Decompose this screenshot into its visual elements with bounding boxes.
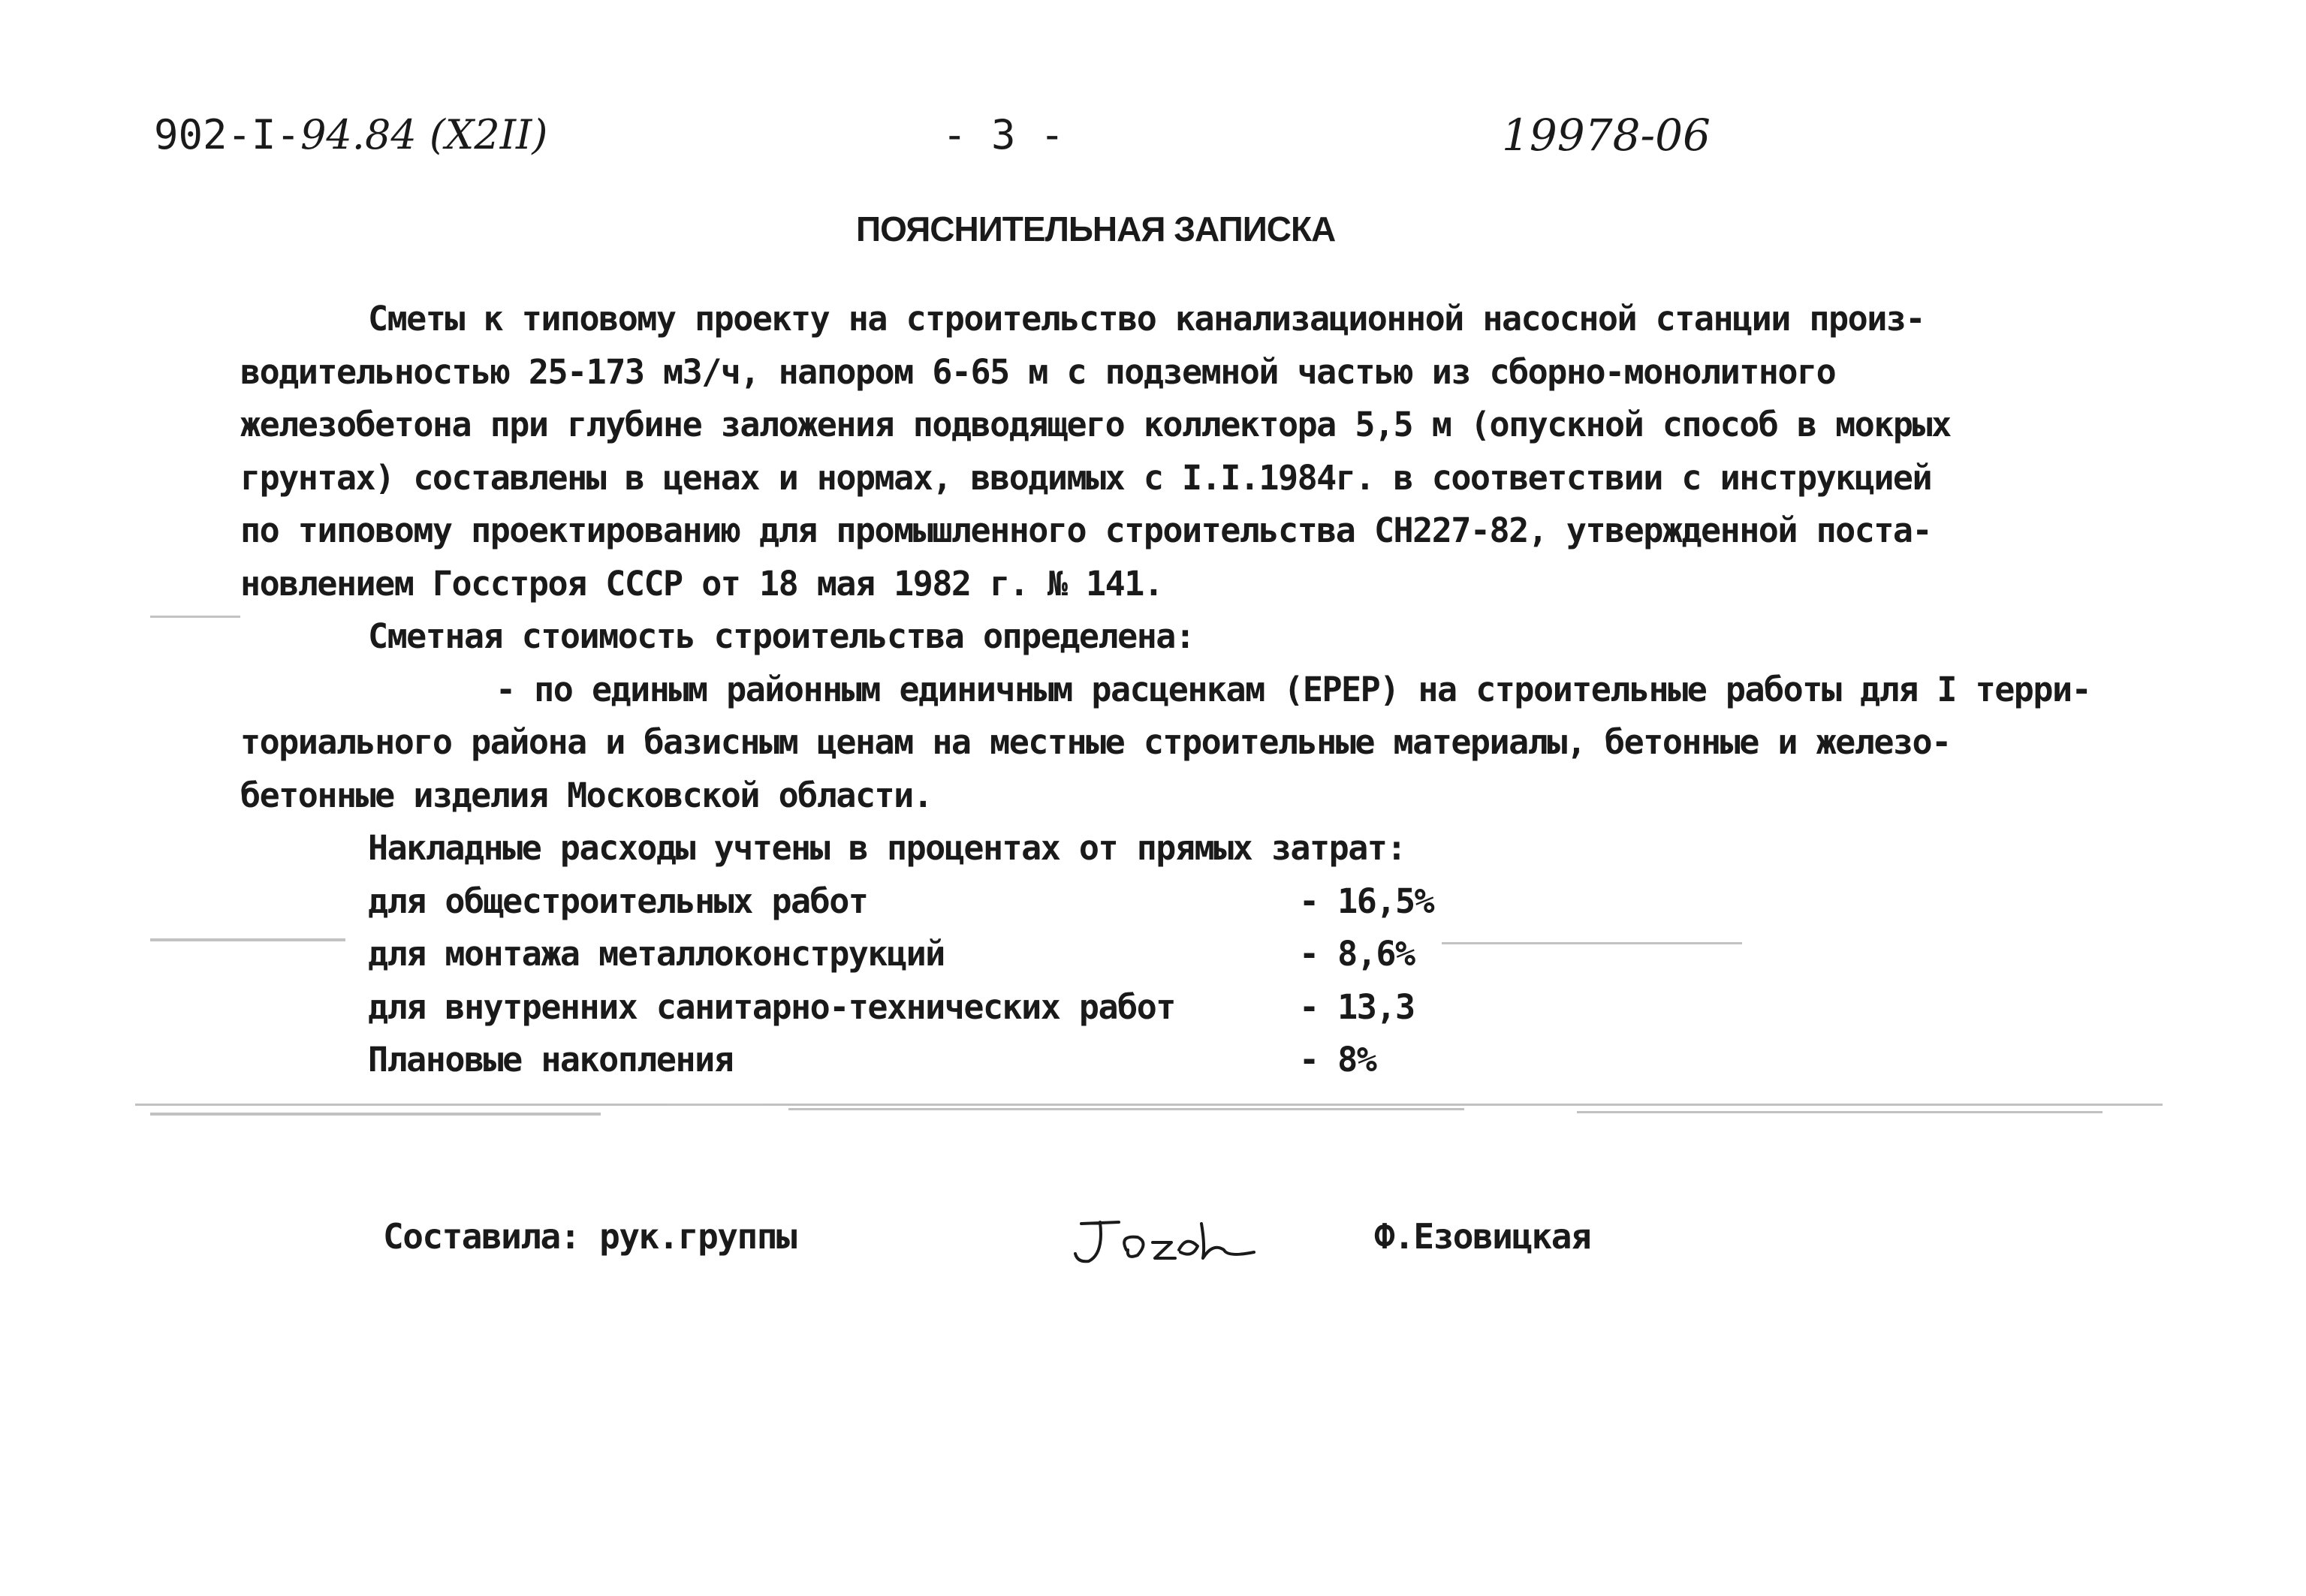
compiled-by-label: Составила: рук.группы [383,1216,797,1257]
signer-name: Ф.Езовицкая [1374,1216,1591,1257]
rates-list [240,875,2118,1087]
rate-row [240,875,2118,929]
page-number: - 3 - [942,111,1065,158]
paragraph-intro [240,293,2118,610]
archive-number: 19978-06 [1502,110,1711,161]
rate-value: - 13,3 [1299,986,1415,1027]
text-line: грунтах) составлены в ценах и нормах, вводимых с I.I.1984г. в соответствии с инструкцией [240,457,1932,498]
text-line: Сметы к типовому проекту на строительство канализационной насосной станции произ- [368,299,1925,339]
rate-value: - 16,5% [1299,881,1434,921]
document-code-handwritten: 94.84 (X2 [300,111,500,158]
document-code-printed: 902-I- [154,111,301,158]
overhead-intro: Накладные расходы учтены в процентах от прямых затрат: [368,828,1406,868]
rate-label: для внутренних санитарно-технических работ [368,986,1175,1027]
rate-value: - 8% [1299,1040,1376,1080]
text-line: бетонные изделия Московской области. [240,775,933,815]
text-line: ториального района и базисным ценам на местные строительные материалы, бетонные и железо- [240,722,1951,762]
rate-label: для монтажа металлоконструкций [368,934,945,974]
rate-row [240,1034,2118,1087]
cost-intro: Сметная стоимость строительства определена: [368,616,1195,656]
document-code [154,111,547,159]
rate-label: для общестроительных работ [368,881,868,921]
text-line: водительностью 25-173 м3/ч, напором 6-65 м с подземной частью из сборно-монолитного [240,351,1836,392]
rate-label: Плановые накопления [368,1040,734,1080]
document-code-suffix: II) [499,111,548,158]
text-line: новлением Госстроя СССР от 18 мая 1982 г. № 141. [240,563,1163,604]
rate-row [240,981,2118,1034]
handwritten-signature [1066,1209,1262,1276]
document-title: ПОЯСНИТЕЛЬНАЯ ЗАПИСКА [856,209,1336,248]
text-line: по типовому проектированию для промышленного строительства СН227-82, утвержденной поста- [240,510,1932,550]
rate-row [240,928,2118,981]
rate-value: - 8,6% [1299,934,1415,974]
paragraph-cost-basis [240,664,2118,823]
text-line: железобетона при глубине заложения подводящего коллектора 5,5 м (опускной способ в мокрых [240,405,1951,444]
document-body [240,293,2118,1087]
text-line: - по единым районным единичным расценкам (ЕРЕР) на строительные работы для I терри- [496,669,2091,709]
